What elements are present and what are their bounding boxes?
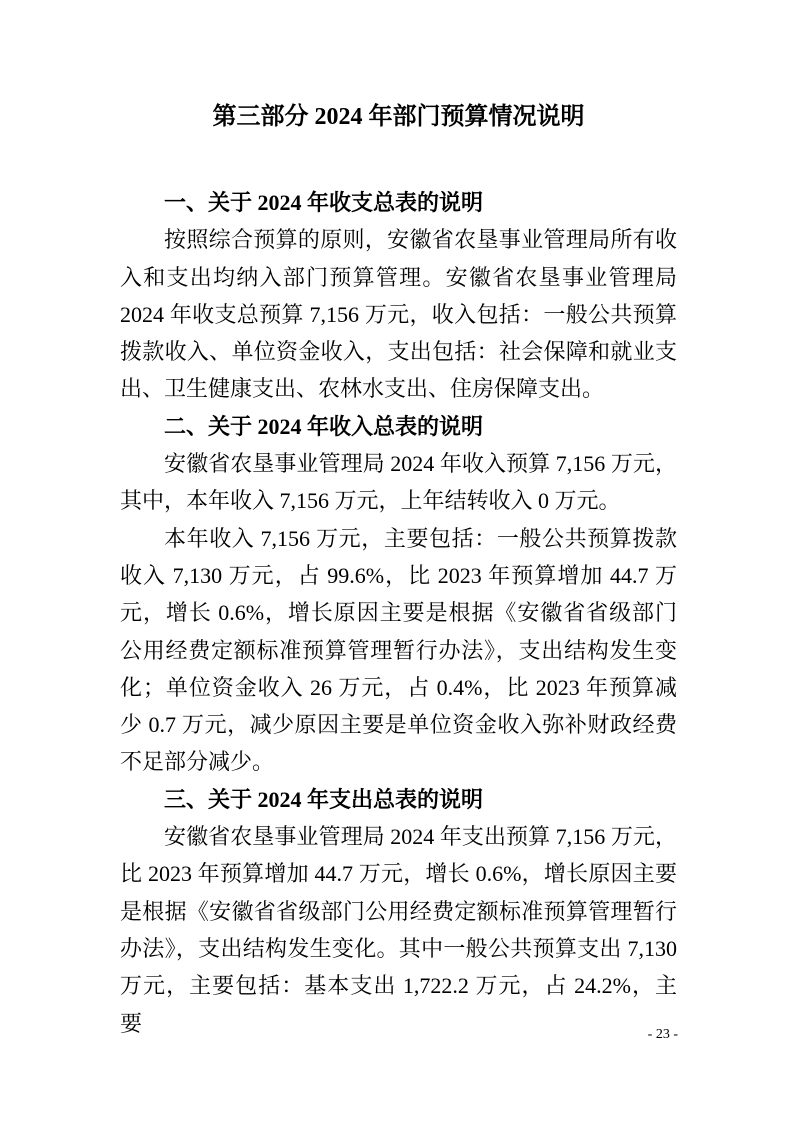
page-title: 第三部分 2024 年部门预算情况说明 [212, 104, 585, 130]
section-heading-3: 三、关于 2024 年支出总表的说明 [164, 786, 484, 812]
paragraph: 安徽省农垦事业管理局 2024 年收入预算 7,156 万元，其中，本年收入 7,156 万元，上年结转收入 0 万元。 [120, 451, 677, 514]
page-number: - 23 - [647, 1027, 678, 1042]
paragraph: 本年收入 7,156 万元，主要包括：一般公共预算拨款收入 7,130 万元，占 99.6%，比 2023 年预算增加 44.7 万元，增长 0.6%，增长原因主要是根据《安徽省省级部门公用经费定额标准预算管理暂行办法》，支出结构发生变化；单位资金收入 26 万元，占 0.4%，比 2023 年预算减少 0.7 万元，减少原因主要是单位资金收入弥补财政经费不足部分减少。 [120, 525, 677, 775]
section-expenditure-summary [120, 781, 677, 1042]
document-content [120, 96, 677, 1042]
section-income-expense-summary [120, 184, 677, 408]
section-income-summary [120, 408, 677, 781]
section-heading-1: 一、关于 2024 年收支总表的说明 [164, 190, 484, 215]
paragraph: 安徽省农垦事业管理局 2024 年支出预算 7,156 万元，比 2023 年预算增加 44.7 万元，增长 0.6%，增长原因主要是根据《安徽省省级部门公用经费定额标准预算管理暂行办法》，支出结构发生变化。其中一般公共预算支出 7,130 万元，主要包括：基本支出 1,722.2 万元，占 24.2%，主要 [120, 824, 677, 1036]
section-heading-2: 二、关于 2024 年收入总表的说明 [164, 413, 484, 439]
paragraph: 按照综合预算的原则，安徽省农垦事业管理局所有收入和支出均纳入部门预算管理。安徽省农垦事业管理局 2024 年收支总预算 7,156 万元，收入包括：一般公共预算拨款收入、单位资金收入，支出包括：社会保障和就业支出、卫生健康支出、农林水支出、住房保障支出。 [120, 227, 677, 402]
